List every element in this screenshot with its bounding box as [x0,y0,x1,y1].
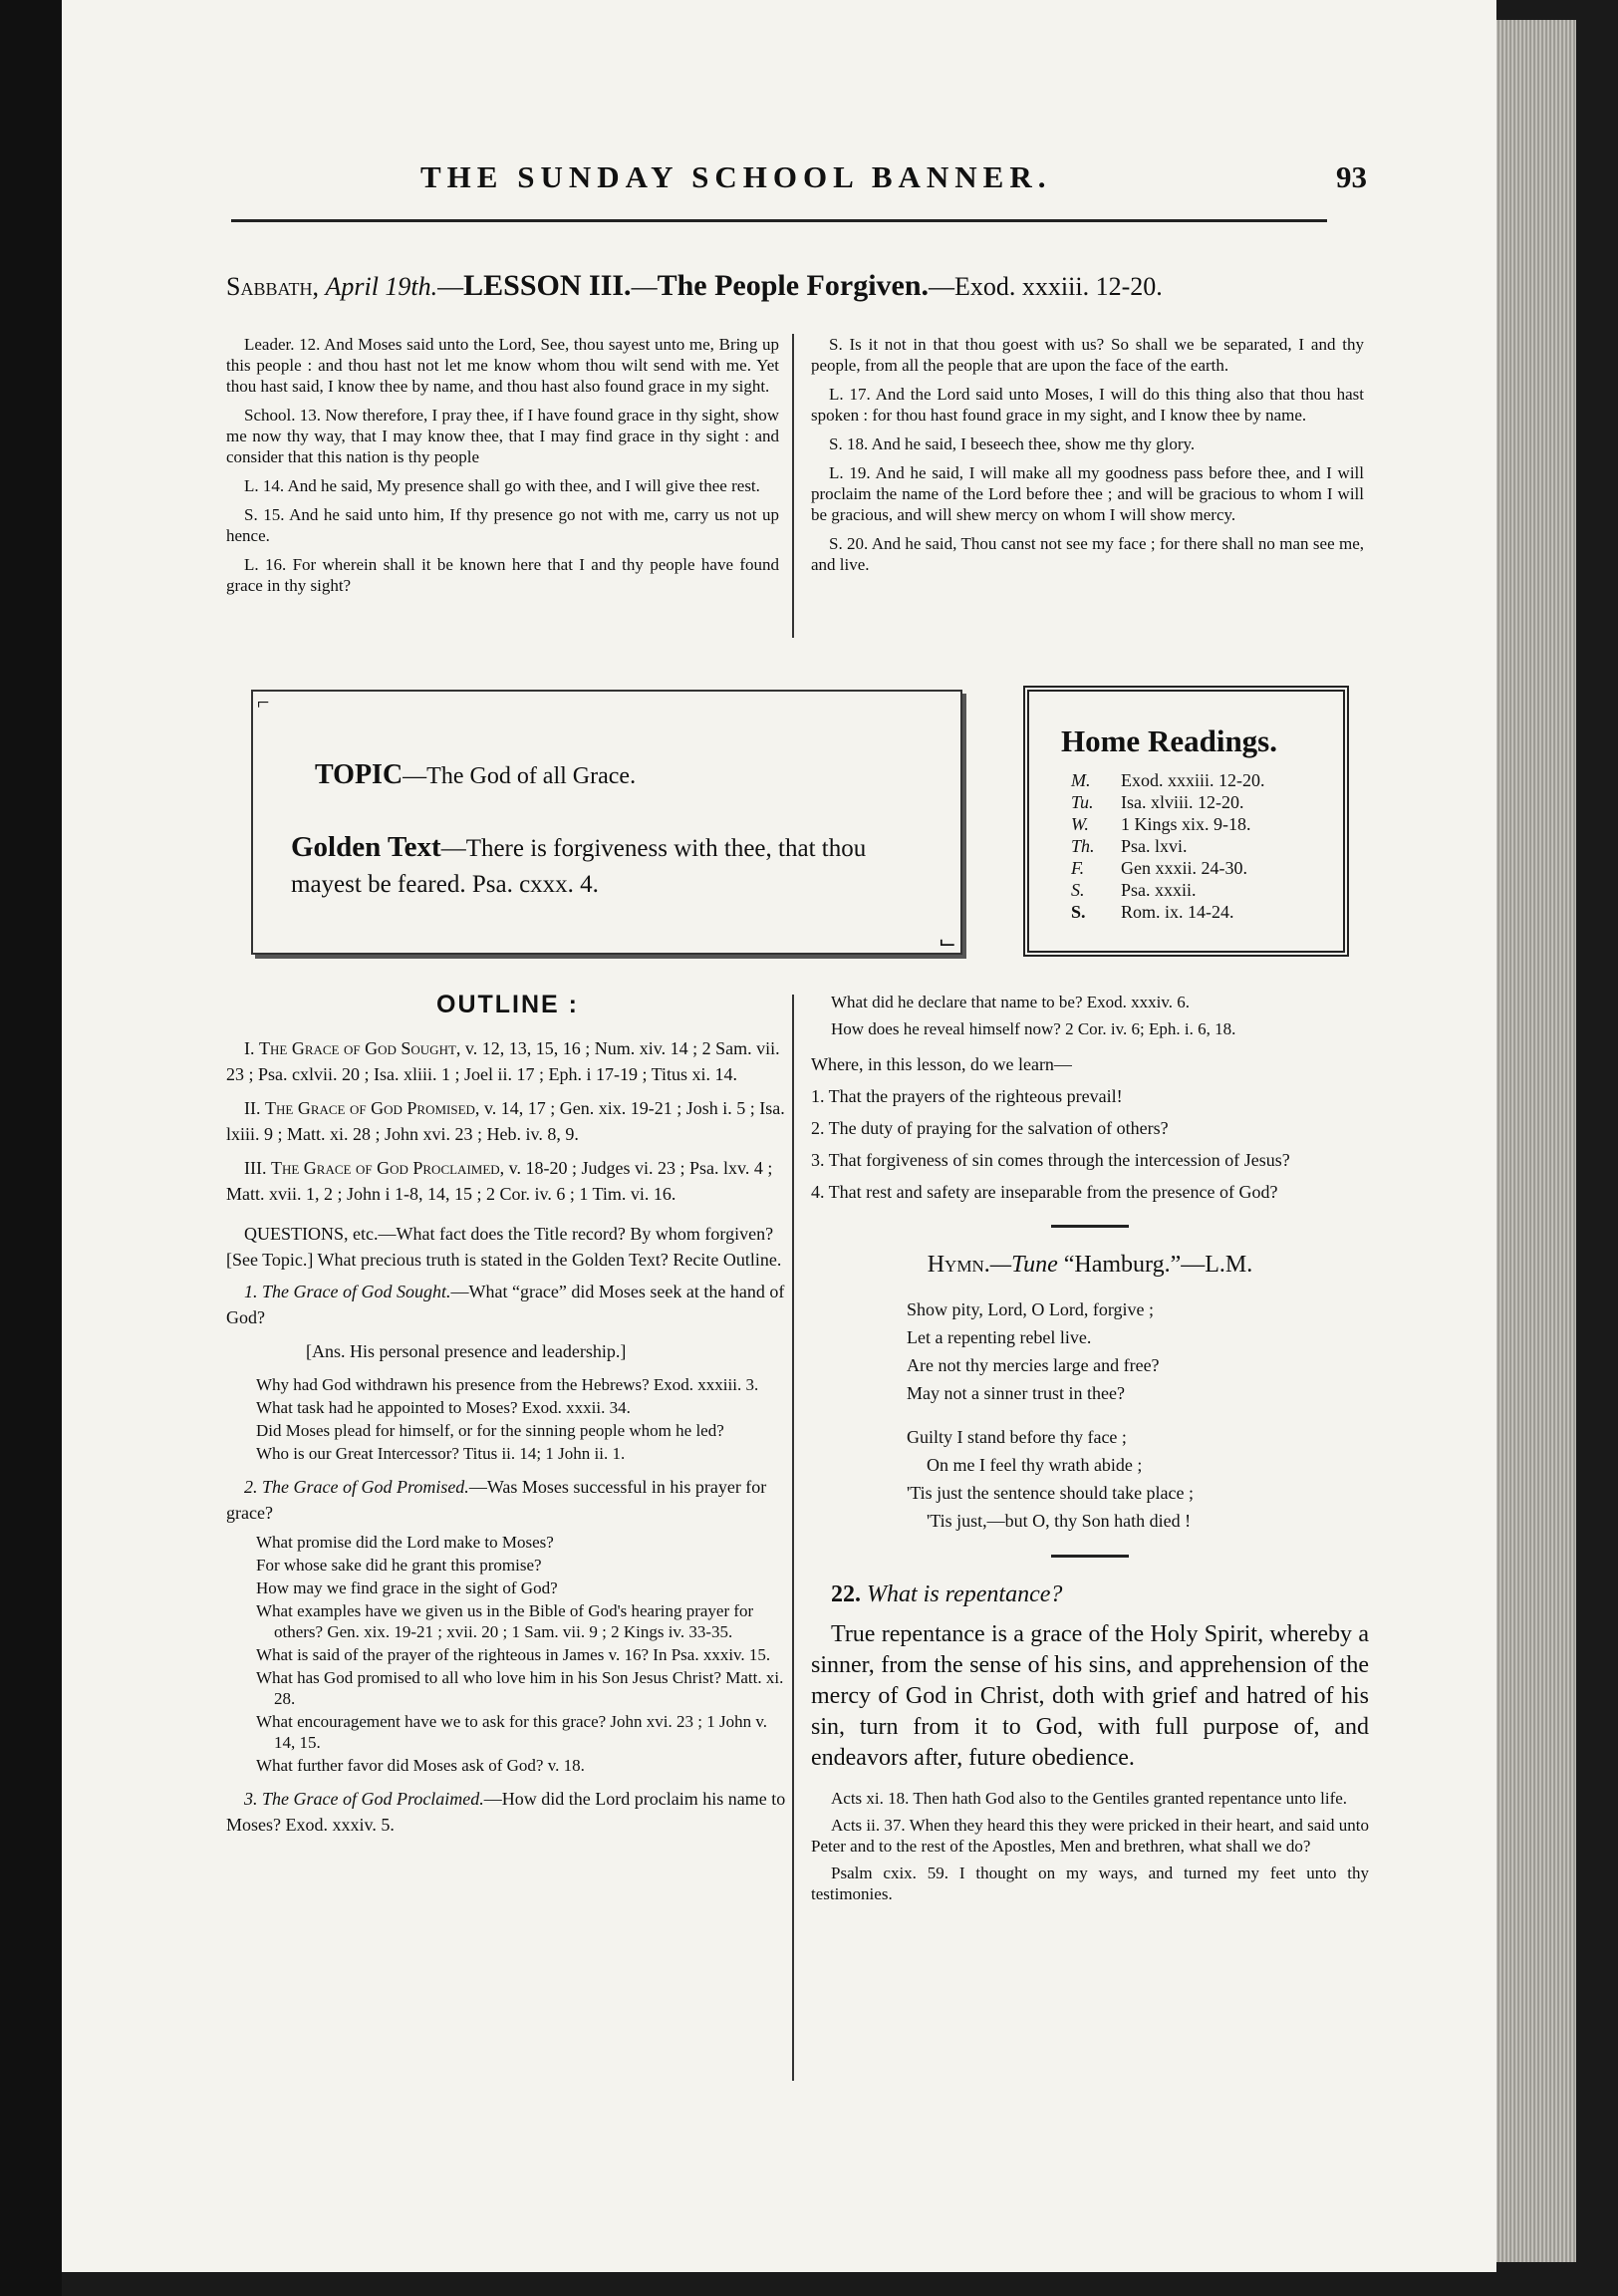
hymn-line: Guilty I stand before thy face ; [907,1427,1127,1447]
golden-text-body: —There is forgiveness with thee, that thou mayest be feared. Psa. cxxx. 4. [291,835,867,898]
column-rule [792,995,794,2081]
hymn-line: 'Tis just,—but O, thy Son hath died ! [927,1511,1192,1531]
reading-ref: Isa. xlviii. 12-20. [1121,792,1244,812]
hymn-title [811,1252,1369,1278]
proof-text: Psalm cxix. 59. I thought on my ways, and turned my feet unto thy testimonies. [811,1864,1369,1903]
topic-label: TOPIC [315,759,404,790]
outline-title: OUTLINE : [436,991,579,1018]
scripture-verse: L. 16. For wherein shall it be known here that I and thy people have found grace in thy sight? [226,555,779,595]
outline-refs: v. 18-20 ; Judges vi. 23 ; Psa. lxv. 4 ; Matt. xvii. 1, 2 ; John i 1-8, 14, 15 ; 2 Cor. iv. 6 ; 1 Tim. vi. 16. [226,1158,773,1204]
topic-text: —The God of all Grace. [403,763,637,789]
section-head: 1. The Grace of God Sought. [244,1282,451,1301]
reading-day: M. [1071,770,1091,790]
list-item [1071,835,1265,857]
hymn-line: Are not thy mercies large and free? [907,1355,1160,1375]
topic-line [315,759,636,791]
lesson-reference: —Exod. xxxiii. 12-20. [929,272,1163,301]
list-item: What promise did the Lord make to Moses? [256,1533,554,1552]
catechism-number: 22. [831,1581,861,1607]
hymn-line: Show pity, Lord, O Lord, forgive ; [907,1299,1154,1319]
section-divider [1051,1555,1129,1558]
scan-left-margin [0,0,62,2296]
scripture-verse: School. 13. Now therefore, I pray thee, if I have found grace in thy sight, show me now thy way, that I may know thee, that I may find grace in thy sight : and consider that this nation is thy people [226,406,779,466]
hymn-label: Hymn. [927,1252,990,1278]
page-number: 93 [1336,159,1367,194]
hymn-name: “Hamburg.”—L.M. [1057,1252,1253,1278]
outline-num: I. [244,1038,255,1058]
outline-head: The Grace of God Promised, [265,1098,480,1118]
list-item [1071,813,1265,835]
sub-questions [256,1532,789,1776]
lesson-heading [226,269,1372,303]
outline-num: III. [244,1158,267,1178]
list-item: Why had God withdrawn his presence from the Hebrews? Exod. xxxiii. 3. [256,1375,759,1394]
list-item: 2. The duty of praying for the salvation of others? [811,1118,1169,1138]
book-page [62,0,1496,2272]
ornament-corner-icon: ⌐ [257,690,270,715]
outline-refs: v. 12, 13, 15, 16 ; Num. xiv. 14 ; 2 Sam. vii. 23 ; Psa. cxlvii. 20 ; Isa. xliii. 1 ; Joel ii. 17 ; Eph. i 17-19 ; Titus xi. 14. [226,1038,780,1084]
hymn-stanza [907,1423,1369,1535]
section-divider [1051,1225,1129,1228]
reading-ref: Gen xxxii. 24-30. [1121,858,1247,878]
list-item: 3. That forgiveness of sin comes through the intercession of Jesus? [811,1150,1290,1170]
column-rule [792,334,794,638]
section-question: —Was Moses successful in his prayer for grace? [226,1477,767,1523]
list-item: Did Moses plead for himself, or for the sinning people whom he led? [256,1421,724,1440]
list-item [1071,769,1265,791]
reading-day: F. [1071,858,1085,878]
section-head: 3. The Grace of God Proclaimed. [244,1789,484,1809]
scripture-verse: S. 18. And he said, I beseech thee, show me thy glory. [829,434,1196,453]
scripture-verse: S. 20. And he said, Thou canst not see my face ; for there shall no man see me, and live. [811,534,1364,574]
list-item: What is said of the prayer of the righteous in James v. 16? In Psa. xxxiv. 15. [256,1645,771,1664]
running-title: THE SUNDAY SCHOOL BANNER. [420,159,1052,194]
reading-day: S. [1071,902,1086,922]
topic-box [251,690,962,955]
continued-question: How does he reveal himself now? 2 Cor. iv. 6; Eph. i. 6, 18. [831,1019,1236,1038]
header-rule [231,219,1327,222]
answer-note: [Ans. His personal presence and leadership.] [306,1341,627,1361]
reading-day: W. [1071,814,1089,834]
hymn-line: May not a sinner trust in thee? [907,1383,1125,1403]
right-column [811,992,1369,1910]
golden-text [291,829,929,903]
catechism-question [831,1581,1369,1607]
list-item: 4. That rest and safety are inseparable from the presence of God? [811,1182,1278,1202]
scripture-verse: S. Is it not in that thou goest with us? So shall we be separated, I and thy people, from all the people that are upon the face of the earth. [811,335,1364,375]
list-item: For whose sake did he grant this promise? [256,1556,542,1575]
question-section-2 [226,1474,789,1526]
lesson-dash: — [437,272,464,301]
learn-intro: Where, in this lesson, do we learn— [811,1054,1072,1074]
section-question: —What “grace” did Moses seek at the hand of God? [226,1282,785,1327]
sub-questions [256,1374,789,1464]
list-item [1071,857,1265,879]
list-item: How may we find grace in the sight of God? [256,1578,558,1597]
list-item [1071,879,1265,901]
catechism-question-text: What is repentance? [867,1581,1063,1607]
proof-text: Acts ii. 37. When they heard this they were pricked in their heart, and said unto Peter and to the rest of the Apostles, Men and brethren, what shall we do? [811,1816,1369,1856]
list-item: 1. That the prayers of the righteous prevail! [811,1086,1123,1106]
lesson-title: The People Forgiven. [657,269,930,302]
home-readings-list [1071,769,1265,923]
hymn-line: 'Tis just the sentence should take place ; [907,1483,1195,1503]
scripture-verse: Leader. 12. And Moses said unto the Lord, See, thou sayest unto me, Bring up this people : and thou hast not let me know whom thou wilt send with me. Yet thou hast said, I know thee by name, and thou hast also found grace in my sight. [226,335,779,396]
outline-item [226,1095,789,1147]
outline-head: The Grace of God Sought, [259,1038,461,1058]
reading-ref: Exod. xxxiii. 12-20. [1121,770,1265,790]
hymn-line: On me I feel thy wrath abide ; [927,1455,1143,1475]
scripture-verse: L. 14. And he said, My presence shall go with thee, and I will give thee rest. [244,476,760,495]
lesson-dash: — [631,272,658,301]
catechism-answer: True repentance is a grace of the Holy Spirit, whereby a sinner, from the sense of his sins, and apprehension of the mercy of God in Christ, doth with grief and hatred of his sin, turn from it to God, with full purpose of, and endeavors after, future obedience. [811,1621,1369,1771]
hymn-line: Let a repenting rebel live. [907,1327,1092,1347]
list-item: What examples have we given us in the Bible of God's hearing prayer for others? Gen. xix. 19-21 ; xvii. 20 ; 1 Sam. vii. 9 ; 2 Kings iv. 33-35. [256,1601,754,1641]
proof-text: Acts xi. 18. Then hath God also to the Gentiles granted repentance unto life. [831,1789,1348,1808]
home-readings-title: Home Readings. [1061,723,1277,758]
outline-column [226,992,789,1844]
scripture-right-column [811,334,1364,583]
reading-ref: Psa. xxxii. [1121,880,1197,900]
lesson-day: Sabbath, [226,272,319,301]
outline-refs: v. 14, 17 ; Gen. xix. 19-21 ; Josh i. 5 ; Isa. lxiii. 9 ; Matt. xi. 28 ; John xvi. 23 ; Heb. iv. 8, 9. [226,1098,785,1144]
list-item: What task had he appointed to Moses? Exod. xxxii. 34. [256,1398,631,1417]
page-edges [1496,20,1576,2262]
list-item: What has God promised to all who love him in his Son Jesus Christ? Matt. xi. 28. [256,1668,784,1708]
outline-item [226,1035,789,1087]
list-item: Who is our Great Intercessor? Titus ii. 14; 1 John ii. 1. [256,1444,626,1463]
reading-day: S. [1071,880,1085,900]
outline-item [226,1155,789,1207]
list-item: What further favor did Moses ask of God? v. 18. [256,1756,585,1775]
hymn-stanza [907,1295,1369,1407]
reading-ref: 1 Kings xix. 9-18. [1121,814,1251,834]
continued-question: What did he declare that name to be? Exod. xxxiv. 6. [831,993,1191,1011]
golden-text-label: Golden Text [291,831,441,863]
reading-ref: Rom. ix. 14-24. [1121,902,1234,922]
reading-day: Th. [1071,836,1095,856]
question-section-1 [226,1279,789,1330]
ornament-corner-icon: ⌙ [938,929,956,954]
home-readings-box [1023,686,1349,957]
reading-day: Tu. [1071,792,1094,812]
lesson-date: April 19th. [325,272,438,301]
scripture-verse: S. 15. And he said unto him, If thy presence go not with me, carry us not up hence. [226,505,779,545]
list-item [1071,901,1265,923]
outline-num: II. [244,1098,261,1118]
outline-head: The Grace of God Proclaimed, [270,1158,505,1178]
hymn-tune: —Tune [989,1252,1058,1278]
scripture-left-column [226,334,779,604]
list-item [1071,791,1265,813]
question-section-3 [226,1786,789,1838]
list-item: What encouragement have we to ask for this grace? John xvi. 23 ; 1 John v. 14, 15. [256,1712,767,1752]
lesson-label: LESSON III. [463,269,632,302]
scripture-verse: L. 17. And the Lord said unto Moses, I will do this thing also that thou hast spoken : for thou hast found grace in my sight, and I know thee by name. [811,385,1364,425]
scripture-verse: L. 19. And he said, I will make all my goodness pass before thee, and I will proclaim the name of the Lord before thee ; and will be gracious to whom I will be gracious, and will shew mercy on whom I will show mercy. [811,463,1364,524]
section-head: 2. The Grace of God Promised. [244,1477,469,1497]
reading-ref: Psa. lxvi. [1121,836,1188,856]
questions-intro: QUESTIONS, etc.—What fact does the Title record? By whom forgiven? [See Topic.] What precious truth is stated in the Golden Text? Recite Outline. [226,1224,782,1270]
section-question: —How did the Lord proclaim his name to Moses? Exod. xxxiv. 5. [226,1789,786,1835]
